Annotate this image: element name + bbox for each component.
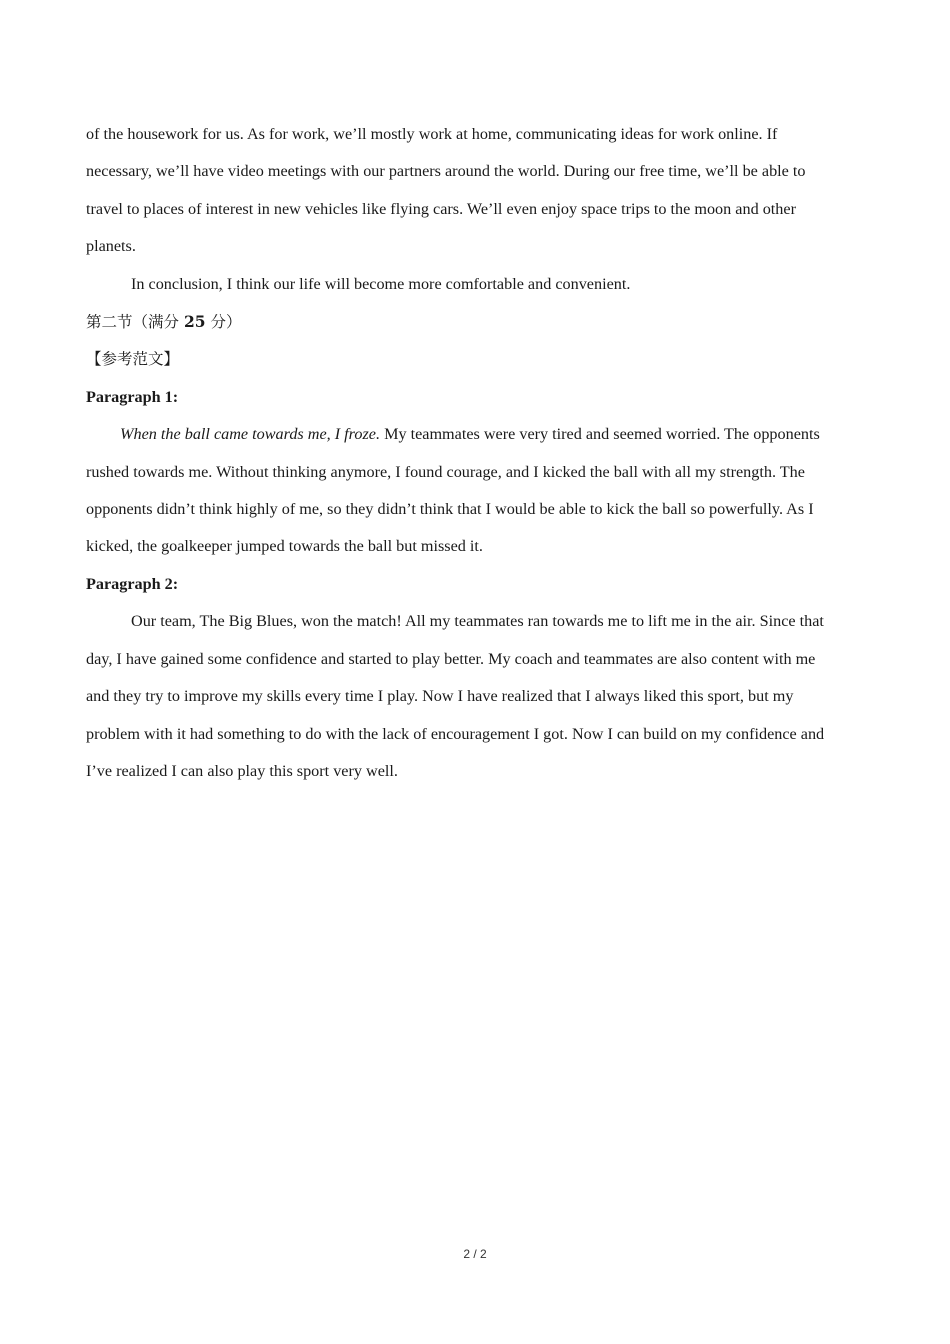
text-line: necessary, we’ll have video meetings with our partners around the world. During our free time, we’ll be able to [86,162,806,181]
paragraph1-label: Paragraph 1: [86,387,179,406]
paragraph1-first-line [86,416,856,453]
section-score: 25 [183,312,206,332]
paragraph2-line: day, I have gained some confidence and started to play better. My coach and teammates are also content with me [86,649,816,668]
paragraph1-line: opponents didn’t think highly of me, so they didn’t think that I would be able to kick the ball so powerfully. As I [86,500,814,519]
section-title-pre: 第二节（满分 [86,313,180,332]
section-title-post: 分） [210,313,242,332]
section-title [86,303,856,341]
conclusion-line: In conclusion, I think our life will become more comfortable and convenient. [131,274,631,293]
document-body [86,116,856,790]
paragraph2-line: problem with it had something to do with the lack of encouragement I got. Now I can build on my confidence and [86,724,825,743]
paragraph2-label: Paragraph 2: [86,574,179,593]
page-number: 2 / 2 [463,1247,487,1261]
paragraph1-line: rushed towards me. Without thinking anymore, I found courage, and I kicked the ball with all my strength. The [86,462,805,481]
paragraph1-italic-sentence: When the ball came towards me, I froze. [120,425,381,444]
text-line: travel to places of interest in new vehicles like flying cars. We’ll even enjoy space trips to the moon and other [86,199,796,218]
text-line: of the housework for us. As for work, we’ll mostly work at home, communicating ideas for work online. If [86,125,778,143]
paragraph2-line: Our team, The Big Blues, won the match! All my teammates ran towards me to lift me in the air. Since that [131,612,824,631]
paragraph2-line: I’ve realized I can also play this sport very well. [86,761,398,780]
paragraph2-line: and they try to improve my skills every time I play. Now I have realized that I always liked this sport, but my [86,687,794,706]
text-line: planets. [86,237,136,256]
paragraph1-line: kicked, the goalkeeper jumped towards the ball but missed it. [86,537,483,556]
sample-heading: 【参考范文】 [86,350,180,369]
paragraph1-first-rest: My teammates were very tired and seemed worried. The opponents [380,425,820,444]
